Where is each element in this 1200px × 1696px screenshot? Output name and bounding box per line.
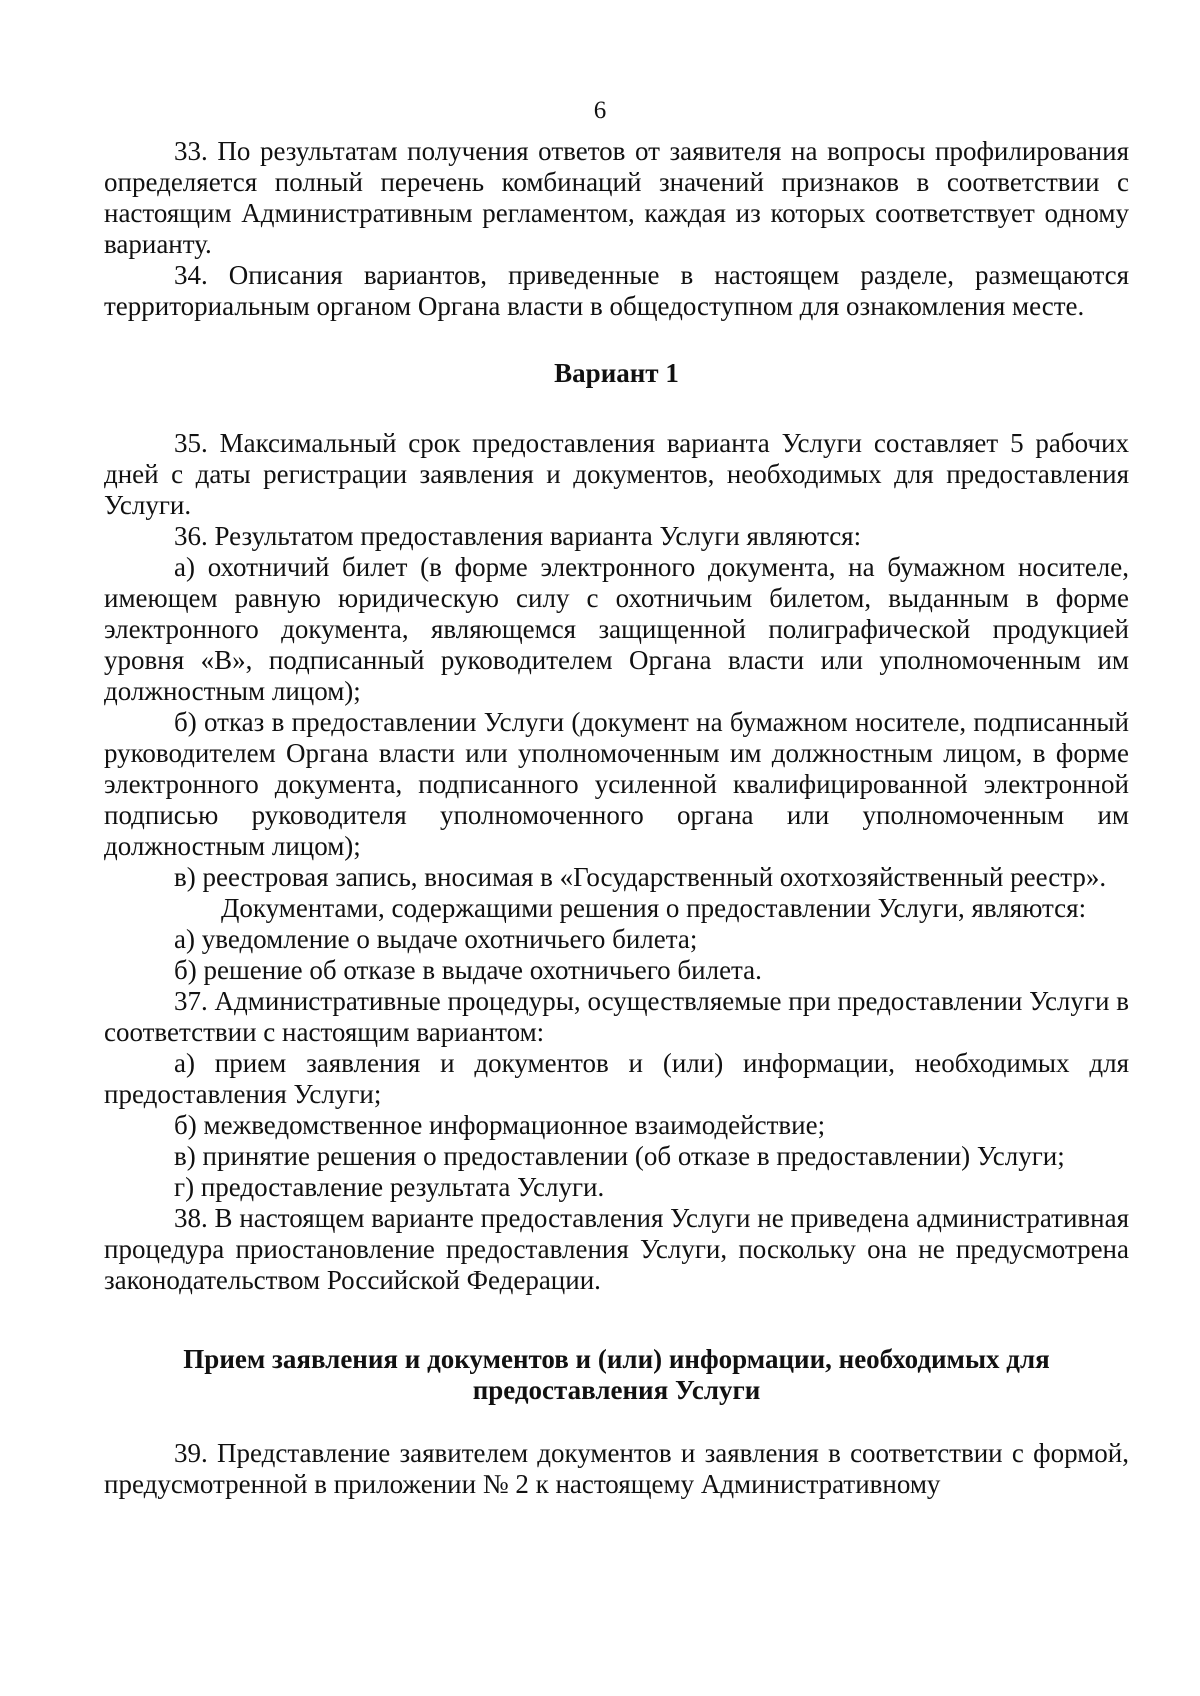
list-item-37c: в) принятие решения о предоставлении (об отказе в предоставлении) Услуги;: [174, 1141, 1065, 1171]
decision-item-b: б) решение об отказе в выдаче охотничьего билета.: [174, 955, 762, 985]
paragraph-33: 33. По результатам получения ответов от заявителя на вопросы профилирования определяется полный перечень комбинаций значений признаков в соответствии с настоящим Административным регламентом, каждая из которых соответствует одному варианту.: [104, 136, 1129, 259]
paragraph-36: 36. Результатом предоставления варианта Услуги являются:: [174, 521, 862, 551]
section-heading-line1: Прием заявления и документов и (или) информации, необходимых для: [183, 1344, 1050, 1374]
list-item-36a: а) охотничий билет (в форме электронного документа, на бумажном носителе, имеющем равную юридическую силу с охотничьим билетом, выданным в форме электронного документа, являющемся защищенной полиграфической продукцией уровня «В», подписанный руководителем Органа власти или уполномоченным им должностным лицом);: [104, 552, 1129, 706]
variant-heading: Вариант 1: [554, 358, 679, 388]
list-item-37a: а) прием заявления и документов и (или) информации, необходимых для предоставления Услуги;: [104, 1048, 1129, 1109]
list-item-37d: г) предоставление результата Услуги.: [174, 1172, 605, 1202]
document-body: [104, 136, 1129, 1500]
list-item-37b: б) межведомственное информационное взаимодействие;: [174, 1110, 826, 1140]
paragraph-37: 37. Административные процедуры, осуществляемые при предоставлении Услуги в соответствии с настоящим вариантом:: [104, 986, 1129, 1047]
paragraph-34: 34. Описания вариантов, приведенные в настоящем разделе, размещаются территориальным органом Органа власти в общедоступном для ознакомления месте.: [104, 260, 1129, 321]
paragraph-38: 38. В настоящем варианте предоставления Услуги не приведена административная процедура приостановление предоставления Услуги, поскольку она не предусмотрена законодательством Российской Федерации.: [104, 1203, 1129, 1295]
page-number: 6: [593, 97, 607, 124]
list-item-36b: б) отказ в предоставлении Услуги (документ на бумажном носителе, подписанный руководителем Органа власти или уполномоченным им должностным лицом, в форме электронного документа, подписанного усиленной квалифицированной электронной подписью руководителя уполномоченного органа или уполномоченным им должностным лицом);: [104, 707, 1129, 861]
decision-documents-intro: Документами, содержащими решения о предоставлении Услуги, являются:: [221, 893, 1087, 923]
decision-item-a: а) уведомление о выдаче охотничьего билета;: [174, 924, 698, 954]
list-item-36c: в) реестровая запись, вносимая в «Государственный охотхозяйственный реестр».: [174, 862, 1107, 892]
section-heading: [104, 1296, 1129, 1438]
paragraph-39: 39. Представление заявителем документов и заявления в соответствии с формой, предусмотренной в приложении № 2 к настоящему Административному: [104, 1438, 1129, 1499]
paragraph-35: 35. Максимальный срок предоставления варианта Услуги составляет 5 рабочих дней с даты регистрации заявления и документов, необходимых для предоставления Услуги.: [104, 428, 1129, 520]
section-heading-line2: предоставления Услуги: [472, 1375, 761, 1405]
